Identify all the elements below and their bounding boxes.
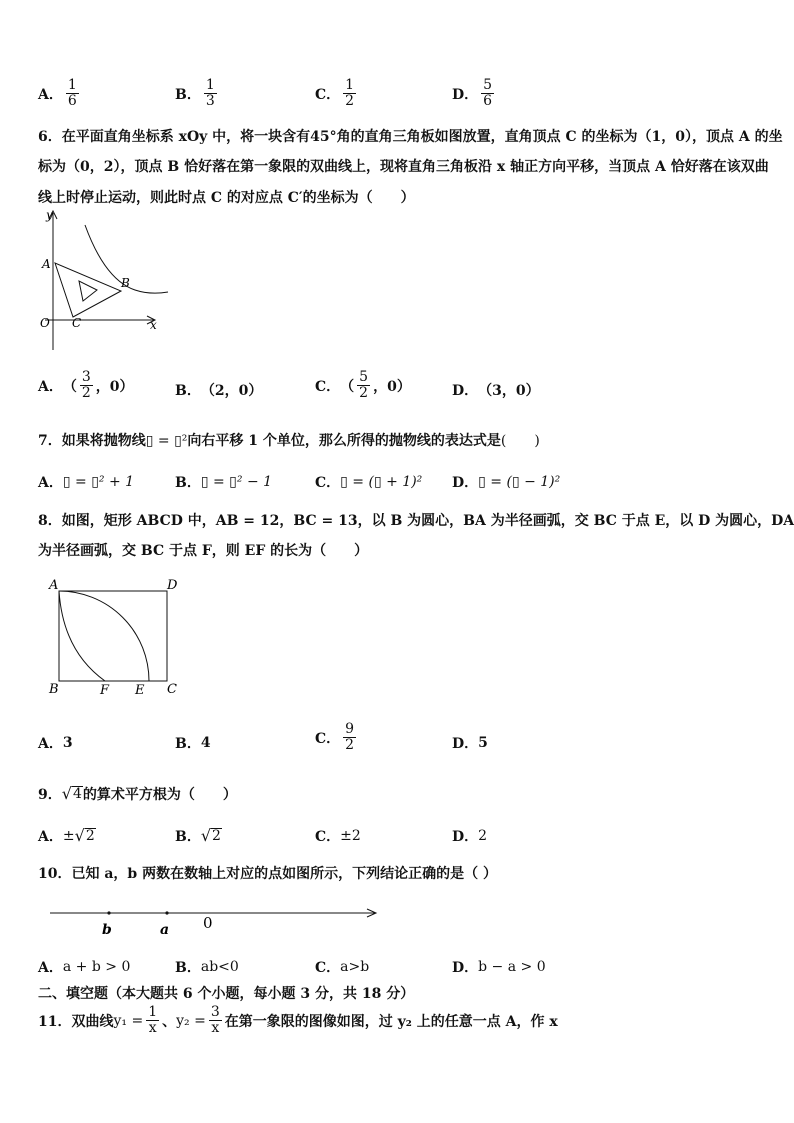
- q9-option-b: B． √ 2: [175, 826, 221, 845]
- q10-option-d: D． b − a > 0: [452, 959, 546, 976]
- q7-option-c: C． ▯ = (▯ + 1)²: [315, 474, 423, 491]
- q10-option-c: C． a>b: [315, 959, 370, 976]
- q8-option-a: A． 3: [38, 735, 73, 752]
- inner-triangle: [79, 281, 97, 301]
- q6-stem-line2: 标为（0，2），顶点 B 恰好落在第一象限的双曲线上，现将直角三角板沿 x 轴正方向平移，当顶点 A 恰好落在该双曲: [38, 159, 769, 175]
- fraction: $\frac{5}{6}$: [483, 77, 493, 109]
- q6-stem-line1: 6．在平面直角坐标系 xOy 中，将一块含有45°角的直角三角板如图放置，直角顶点 C 的坐标为（1，0），顶点 A 的坐: [38, 129, 783, 145]
- q6-figure: [35, 205, 175, 355]
- q6-option-c: C． （ $\frac{5}{2}$ ，0）: [315, 369, 411, 401]
- q10-number-line: [45, 898, 385, 940]
- point-b: [107, 911, 110, 914]
- q5-option-d: D． $\frac{5}{6}$: [452, 77, 493, 109]
- q10-stem: 10．已知 a，b 两数在数轴上对应的点如图所示，下列结论正确的是（ ）: [38, 866, 497, 882]
- label-b: B: [49, 682, 59, 697]
- fraction: $\frac{1}{2}$: [345, 77, 355, 109]
- label-y: y: [46, 208, 53, 222]
- q5-option-b: B． $\frac{1}{3}$: [175, 77, 215, 109]
- label-c: C: [72, 316, 82, 330]
- label-x: x: [150, 318, 157, 332]
- q8-option-b: B． 4: [175, 735, 211, 752]
- q9-option-c: C． ±2: [315, 828, 361, 845]
- fraction: $\frac{9}{2}$: [345, 721, 355, 753]
- q6-option-b: B． （2，0）: [175, 383, 263, 399]
- section-title: 二、填空题（本大题共 6 个小题，每小题 3 分，共 18 分）: [38, 986, 415, 1002]
- fraction: $\frac{3}{x}$: [210, 1004, 220, 1036]
- q9-option-d: D． 2: [452, 828, 488, 845]
- rectangle-abcd: [59, 591, 167, 681]
- q8-option-d: D． 5: [452, 735, 488, 752]
- q7-option-d: D． ▯ = (▯ − 1)²: [452, 474, 561, 491]
- label-a: A: [42, 257, 51, 271]
- arc-ae: [59, 591, 149, 681]
- label-b: B: [121, 276, 130, 290]
- fraction: $\frac{1}{x}$: [148, 1004, 158, 1036]
- q11-stem: 11．双曲线 y₁ = $\frac{1}{x}$ 、 y₂ = $\frac{3}{x}$ 在第一象限的图像如图，过 y₂ 上的任意一点 A，作 x: [38, 1004, 558, 1036]
- sqrt-2: √ 2: [74, 826, 95, 845]
- label-d: D: [167, 578, 178, 593]
- q7-option-a: A． ▯ = ▯² + 1: [38, 474, 135, 491]
- point-a: [165, 911, 168, 914]
- label-o: O: [40, 316, 50, 330]
- q5-option-c: C． $\frac{1}{2}$: [315, 77, 355, 109]
- label-b: b: [102, 922, 112, 938]
- label-a: A: [49, 578, 59, 593]
- sqrt-4: √ 4: [61, 784, 82, 803]
- q8-option-c: C． $\frac{9}{2}$: [315, 721, 355, 753]
- q6-option-a: A． （ $\frac{3}{2}$ ，0）: [38, 369, 134, 401]
- label-f: F: [100, 683, 110, 698]
- label-c: C: [167, 682, 177, 697]
- q9-stem: 9． √ 4 的算术平方根为（ ）: [38, 784, 237, 803]
- q7-stem: 7．如果将抛物线▯ = ▯²向右平移 1 个单位，那么所得的抛物线的表达式是( ): [38, 433, 540, 449]
- triangle-abc: [55, 263, 121, 317]
- q9-option-a: A． ± √ 2: [38, 826, 95, 845]
- arc-af: [59, 591, 105, 681]
- q8-stem-line1: 8．如图，矩形 ABCD 中，AB = 12，BC = 13，以 B 为圆心，BA 为半径画弧，交 BC 于点 E，以 D 为圆心，DA: [38, 513, 794, 529]
- q7-option-b: B． ▯ = ▯² − 1: [175, 474, 273, 491]
- q8-stem-line2: 为半径画弧，交 BC 于点 F，则 EF 的长为（ ）: [38, 543, 369, 559]
- q7-expression: ▯ = ▯²: [145, 433, 188, 449]
- q8-figure: [45, 576, 185, 698]
- sqrt-2: √ 2: [200, 826, 221, 845]
- fraction: $\frac{1}{3}$: [205, 77, 215, 109]
- q6-stem-line3: 线上时停止运动，则此时点 C 的对应点 C′的坐标为（ ）: [38, 190, 415, 206]
- fraction: $\frac{5}{2}$: [359, 369, 369, 401]
- label-e: E: [135, 683, 145, 698]
- label-zero: 0: [203, 914, 213, 932]
- q10-option-a: A． a + b > 0: [38, 959, 131, 976]
- q5-option-a: A． $\frac{1}{6}$: [38, 77, 77, 109]
- q10-option-b: B． ab<0: [175, 959, 239, 976]
- fraction: $\frac{1}{6}$: [67, 77, 77, 109]
- label-a: a: [160, 922, 170, 938]
- fraction: $\frac{3}{2}$: [81, 369, 91, 401]
- q6-option-d: D． （3，0）: [452, 383, 540, 399]
